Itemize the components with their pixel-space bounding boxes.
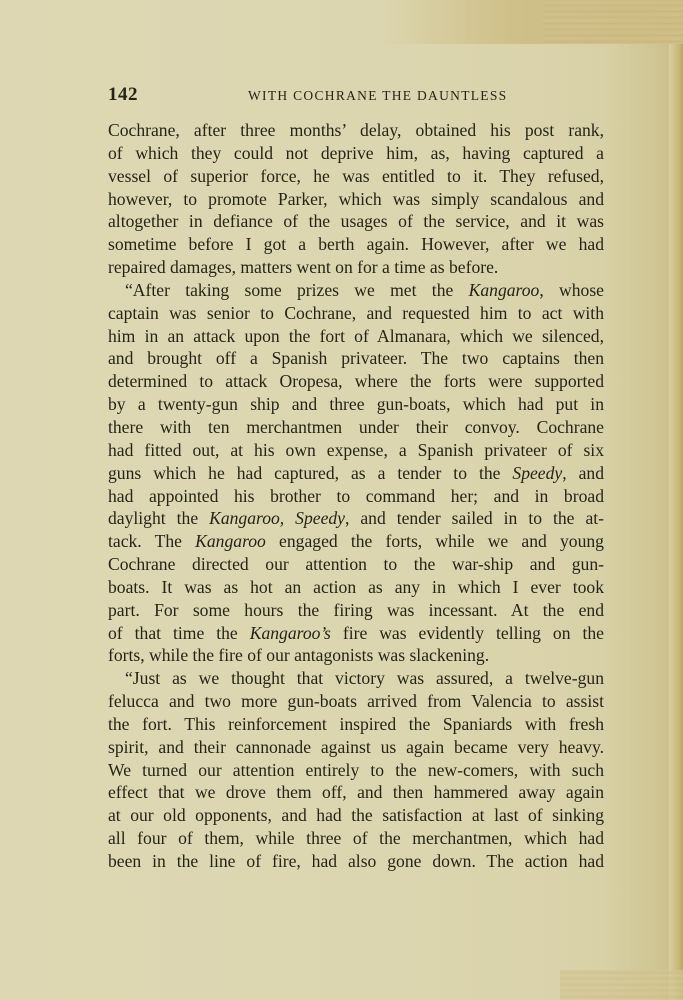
text-line: [108, 439, 604, 462]
italic-ship-name: Kangaroo: [468, 279, 540, 300]
text-segment: Cochrane, after three months’ delay, obtained his post rank,: [108, 120, 604, 140]
text-line: [108, 553, 604, 576]
text-line: [108, 644, 604, 667]
text-line: [108, 325, 604, 348]
text-segment: by a twenty-gun ship and three gun-boats, which had put in: [108, 394, 604, 415]
text-segment: spirit, and their cannonade against us again became very heavy.: [108, 736, 604, 757]
text-line: [108, 713, 604, 736]
text-segment: of which they could not deprive him, as, having captured a: [108, 142, 604, 163]
text-segment: , and: [562, 462, 604, 483]
text-line: [108, 416, 604, 439]
text-segment: engaged the forts, while we and young: [265, 531, 604, 552]
text-line: [108, 393, 604, 416]
italic-ship-name: Kangaroo: [195, 531, 266, 552]
text-line: [108, 279, 604, 302]
text-segment: however, to promote Parker, which was simply scandalous and: [108, 188, 604, 209]
text-line: [108, 347, 604, 370]
text-line: [108, 507, 604, 530]
text-segment: repaired damages, matters went on for a time as before.: [108, 257, 499, 278]
text-line: [108, 370, 604, 393]
running-head: WITH COCHRANE THE DAUNTLESS: [248, 88, 508, 103]
text-segment: the fort. This reinforcement inspired the Spaniards with fresh: [108, 713, 604, 734]
italic-ship-name: Kangaroo, Speedy: [209, 508, 345, 529]
text-line: [108, 781, 604, 804]
text-segment: part. For some hours the firing was incessant. At the end: [108, 599, 604, 620]
text-segment: there with ten merchantmen under their convoy. Cochrane: [108, 416, 604, 437]
text-line: [108, 119, 604, 142]
text-segment: sometime before I got a berth again. However, after we had: [108, 234, 604, 255]
text-segment: felucca and two more gun-boats arrived from Valencia to assist: [108, 691, 604, 712]
text-segment: “Just as we thought that victory was assured, a twelve-gun: [125, 668, 604, 689]
text-line: [108, 690, 604, 713]
page-header: [108, 84, 604, 106]
text-line: [108, 759, 604, 782]
text-segment: been in the line of fire, had also gone down. The action had: [108, 851, 604, 871]
text-line: [108, 804, 604, 827]
text-line: [108, 576, 604, 599]
text-segment: determined to attack Oropesa, where the forts were supported: [108, 371, 604, 392]
text-segment: , whose: [539, 279, 604, 300]
italic-ship-name: Kangaroo’s: [249, 622, 331, 643]
text-segment: daylight the: [108, 508, 210, 529]
text-segment: forts, while the fire of our antagonists was slackening.: [108, 645, 490, 666]
text-segment: Cochrane directed our attention to the war-ship and gun-: [108, 554, 604, 575]
text-line: [108, 599, 604, 622]
text-segment: had fitted out, at his own expense, a Spanish privateer of six: [108, 439, 604, 460]
text-line: [108, 462, 604, 485]
text-segment: of that time the: [108, 622, 250, 643]
text-line: [108, 142, 604, 165]
body-text: [108, 119, 604, 873]
text-line: [108, 736, 604, 759]
text-line: [108, 530, 604, 553]
text-segment: at our old opponents, and had the satisfaction at last of sinking: [108, 805, 604, 826]
text-line: [108, 165, 604, 188]
text-segment: vessel of superior force, he was entitled to it. They refused,: [108, 165, 604, 186]
text-segment: We turned our attention entirely to the new-comers, with such: [108, 759, 604, 780]
text-line: [108, 622, 604, 645]
text-line: [108, 256, 604, 279]
italic-ship-name: Speedy: [512, 462, 563, 483]
text-segment: all four of them, while three of the merchantmen, which had: [108, 828, 604, 849]
text-segment: boats. It was as hot an action as any in which I ever took: [108, 576, 604, 597]
text-line: [108, 188, 604, 211]
text-line: [108, 667, 604, 690]
text-line: [108, 302, 604, 325]
text-segment: him in an attack upon the fort of Almanara, which we silenced,: [108, 325, 604, 346]
text-segment: “After taking some prizes we met the: [125, 279, 469, 300]
text-line: [108, 850, 604, 873]
text-line: [108, 485, 604, 508]
text-segment: tack. The: [108, 531, 196, 552]
page-bottom-edge: [560, 970, 683, 1000]
text-segment: and brought off a Spanish privateer. The two captains then: [108, 348, 604, 369]
text-segment: guns which he had captured, as a tender to the: [108, 462, 513, 483]
text-line: [108, 827, 604, 850]
text-segment: had appointed his brother to command her; and in broad: [108, 485, 604, 506]
text-line: [108, 210, 604, 233]
page-right-edge: [669, 44, 683, 1000]
text-segment: fire was evidently telling on the: [330, 622, 604, 643]
text-segment: effect that we drove them off, and then hammered away again: [108, 782, 604, 803]
text-segment: captain was senior to Cochrane, and requested him to act with: [108, 302, 604, 323]
text-line: [108, 233, 604, 256]
text-segment: , and tender sailed in to the at-: [345, 508, 604, 529]
page-number: 142: [108, 84, 138, 105]
text-segment: altogether in defiance of the usages of the service, and it was: [108, 211, 604, 232]
page-top-edge: [543, 0, 683, 44]
